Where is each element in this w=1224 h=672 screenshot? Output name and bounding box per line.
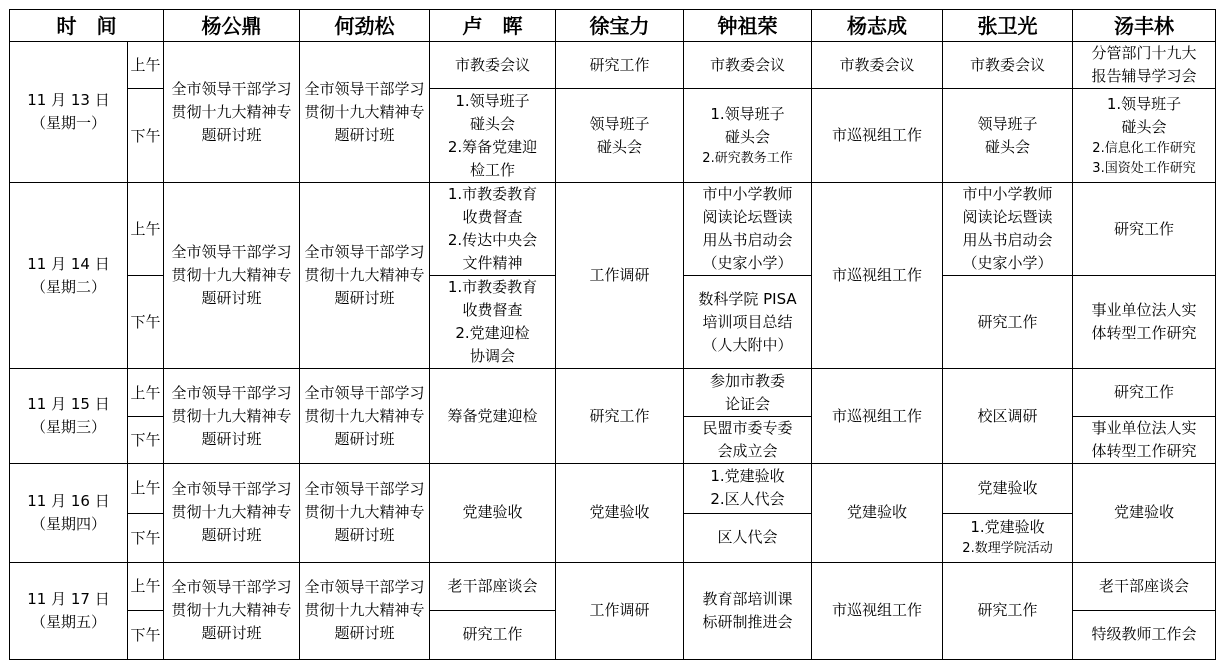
header-lu-hui: 卢 晖 — [430, 10, 556, 42]
day4-date: 11 月 16 日 — [27, 491, 110, 510]
line: 2.研究教务工作 — [702, 150, 793, 166]
cell-tang-fl-d2am: 研究工作 — [1073, 183, 1216, 276]
cell-xu-bl-d4: 党建验收 — [556, 463, 684, 562]
day4-am-label: 上午 — [128, 463, 164, 513]
line: 参加市教委 — [709, 371, 785, 390]
line: 标研制推进会 — [702, 612, 793, 631]
header-zhang-weiguang: 张卫光 — [943, 10, 1073, 42]
line: 领导班子 — [977, 114, 1038, 133]
cell-yang-gd-d4: 全市领导干部学习贯彻十九大精神专题研讨班 — [164, 463, 300, 562]
cell-zhang-wg-d2am — [943, 183, 1073, 276]
line: （史家小学） — [702, 254, 793, 273]
day4-am-row — [10, 463, 1216, 513]
day1-am-row — [10, 42, 1216, 89]
cell-lu-h-d2pm — [430, 276, 556, 369]
header-tang-fenglin: 汤丰林 — [1073, 10, 1216, 42]
day4-pm-label: 下午 — [128, 513, 164, 562]
line: 体转型工作研究 — [1091, 324, 1197, 343]
line: 碰头会 — [1121, 117, 1167, 136]
cell-zhong-zr-d1am: 市教委会议 — [684, 42, 812, 89]
line: 数科学院 PISA — [698, 289, 797, 308]
day1-date-cell — [10, 42, 128, 183]
cell-zhong-zr-d2pm — [684, 276, 812, 369]
day3-am-label: 上午 — [128, 369, 164, 416]
line: 碰头会 — [469, 114, 515, 133]
line: 2.筹备党建迎 — [447, 137, 538, 156]
cell-yang-zc-d4: 党建验收 — [812, 463, 943, 562]
cell-lu-h-d1pm — [430, 89, 556, 183]
cell-zhong-zr-d5 — [684, 562, 812, 659]
day2-am-row — [10, 183, 1216, 276]
line: 事业单位法人实 — [1091, 301, 1197, 320]
cell-zhang-wg-d4pm — [943, 513, 1073, 562]
day1-date: 11 月 13 日 — [27, 91, 110, 110]
schedule-table — [9, 9, 1216, 660]
cell-zhong-zr-d3pm — [684, 416, 812, 463]
cell-tang-fl-d3pm — [1073, 416, 1216, 463]
cell-tang-fl-d1pm — [1073, 89, 1216, 183]
cell-zhong-zr-d3am — [684, 369, 812, 416]
cell-xu-bl-d2: 工作调研 — [556, 183, 684, 369]
day3-date: 11 月 15 日 — [27, 395, 110, 414]
line: 体转型工作研究 — [1091, 441, 1197, 460]
cell-lu-h-d3: 筹备党建迎检 — [430, 369, 556, 463]
cell-he-js-d1: 全市领导干部学习贯彻十九大精神专题研讨班 — [300, 42, 430, 183]
line: 阅读论坛暨读 — [702, 208, 793, 227]
cell-tang-fl-d1am — [1073, 42, 1216, 89]
line: 碰头会 — [596, 137, 642, 156]
line: 2.信息化工作研究 — [1092, 140, 1196, 156]
line: 论证会 — [724, 394, 770, 413]
cell-he-js-d2: 全市领导干部学习贯彻十九大精神专题研讨班 — [300, 183, 430, 369]
cell-zhong-zr-d1pm — [684, 89, 812, 183]
cell-yang-zc-d1pm: 市巡视组工作 — [812, 89, 943, 183]
day2-date: 11 月 14 日 — [27, 254, 110, 273]
day1-pm-label: 下午 — [128, 89, 164, 183]
day5-pm-label: 下午 — [128, 610, 164, 659]
cell-xu-bl-d1am: 研究工作 — [556, 42, 684, 89]
line: 收费督查 — [462, 208, 523, 227]
line: 事业单位法人实 — [1091, 418, 1197, 437]
day5-date-cell — [10, 562, 128, 659]
line: 1.市教委教育 — [447, 185, 538, 204]
cell-yang-zc-d2: 市巡视组工作 — [812, 183, 943, 369]
line: 3.国资处工作研究 — [1092, 160, 1196, 176]
cell-lu-h-d2am — [430, 183, 556, 276]
cell-he-js-d5: 全市领导干部学习贯彻十九大精神专题研讨班 — [300, 562, 430, 659]
line: 碰头会 — [984, 137, 1030, 156]
day3-week: （星期三） — [30, 418, 106, 437]
line: 市中小学教师 — [962, 185, 1053, 204]
line: 1.领导班子 — [710, 104, 785, 123]
line: （史家小学） — [962, 254, 1053, 273]
day2-pm-label: 下午 — [128, 276, 164, 369]
line: 收费督查 — [462, 301, 523, 320]
cell-zhang-wg-d5: 研究工作 — [943, 562, 1073, 659]
cell-tang-fl-d2pm — [1073, 276, 1216, 369]
cell-xu-bl-d1pm — [556, 89, 684, 183]
line: 会成立会 — [717, 441, 778, 460]
day1-week: （星期一） — [30, 114, 106, 133]
day1-am-label: 上午 — [128, 42, 164, 89]
header-time: 时 间 — [10, 10, 164, 42]
day2-date-cell — [10, 183, 128, 369]
cell-zhang-wg-d3: 校区调研 — [943, 369, 1073, 463]
line: 2.数理学院活动 — [962, 541, 1053, 557]
cell-he-js-d4: 全市领导干部学习贯彻十九大精神专题研讨班 — [300, 463, 430, 562]
line: 碰头会 — [724, 127, 770, 146]
line: 1.领导班子 — [455, 91, 530, 110]
header-yang-zhicheng: 杨志成 — [812, 10, 943, 42]
cell-yang-gd-d1: 全市领导干部学习贯彻十九大精神专题研讨班 — [164, 42, 300, 183]
day3-am-row — [10, 369, 1216, 416]
cell-lu-h-d5am: 老干部座谈会 — [430, 562, 556, 610]
day2-week: （星期二） — [30, 277, 106, 296]
day2-am-label: 上午 — [128, 183, 164, 276]
line: 1.党建验收 — [710, 467, 785, 486]
line: 2.区人代会 — [710, 490, 785, 509]
day5-week: （星期五） — [30, 612, 106, 631]
line: （人大附中） — [702, 335, 793, 354]
line: 协调会 — [469, 347, 515, 366]
cell-tang-fl-d4: 党建验收 — [1073, 463, 1216, 562]
header-row — [10, 10, 1216, 42]
day3-date-cell — [10, 369, 128, 463]
header-xu-baoli: 徐宝力 — [556, 10, 684, 42]
line: 市中小学教师 — [702, 185, 793, 204]
cell-xu-bl-d3: 研究工作 — [556, 369, 684, 463]
cell-yang-zc-d3: 市巡视组工作 — [812, 369, 943, 463]
header-yang-gongding: 杨公鼎 — [164, 10, 300, 42]
cell-zhang-wg-d1pm — [943, 89, 1073, 183]
cell-zhang-wg-d2pm: 研究工作 — [943, 276, 1073, 369]
line: 1.市教委教育 — [447, 278, 538, 297]
day5-date: 11 月 17 日 — [27, 589, 110, 608]
day4-week: （星期四） — [30, 514, 106, 533]
line: 分管部门十九大 — [1091, 44, 1197, 63]
day4-date-cell — [10, 463, 128, 562]
cell-zhong-zr-d4pm: 区人代会 — [684, 513, 812, 562]
cell-yang-gd-d3: 全市领导干部学习贯彻十九大精神专题研讨班 — [164, 369, 300, 463]
line: 检工作 — [469, 160, 515, 179]
cell-zhong-zr-d4am — [684, 463, 812, 513]
line: 培训项目总结 — [702, 312, 793, 331]
day5-am-label: 上午 — [128, 562, 164, 610]
line: 2.党建迎检 — [455, 324, 530, 343]
cell-he-js-d3: 全市领导干部学习贯彻十九大精神专题研讨班 — [300, 369, 430, 463]
cell-xu-bl-d5: 工作调研 — [556, 562, 684, 659]
cell-tang-fl-d5pm: 特级教师工作会 — [1073, 610, 1216, 659]
line: 1.党建验收 — [970, 518, 1045, 537]
line: 报告辅导学习会 — [1091, 67, 1197, 86]
cell-zhang-wg-d4am: 党建验收 — [943, 463, 1073, 513]
cell-yang-gd-d5: 全市领导干部学习贯彻十九大精神专题研讨班 — [164, 562, 300, 659]
line: 领导班子 — [589, 114, 650, 133]
cell-lu-h-d1am: 市教委会议 — [430, 42, 556, 89]
header-zhong-zurong: 钟祖荣 — [684, 10, 812, 42]
day5-am-row — [10, 562, 1216, 610]
cell-yang-gd-d2: 全市领导干部学习贯彻十九大精神专题研讨班 — [164, 183, 300, 369]
day3-pm-label: 下午 — [128, 416, 164, 463]
cell-zhong-zr-d2am — [684, 183, 812, 276]
cell-yang-zc-d1am: 市教委会议 — [812, 42, 943, 89]
line: 2.传达中央会 — [447, 231, 538, 250]
line: 阅读论坛暨读 — [962, 208, 1053, 227]
line: 1.领导班子 — [1106, 94, 1182, 113]
line: 文件精神 — [462, 254, 523, 273]
cell-yang-zc-d5: 市巡视组工作 — [812, 562, 943, 659]
line: 用丛书启动会 — [702, 231, 793, 250]
header-he-jinsong: 何劲松 — [300, 10, 430, 42]
line: 民盟市委专委 — [702, 418, 793, 437]
cell-zhang-wg-d1am: 市教委会议 — [943, 42, 1073, 89]
line: 教育部培训课 — [702, 589, 793, 608]
line: 用丛书启动会 — [962, 231, 1053, 250]
cell-lu-h-d4: 党建验收 — [430, 463, 556, 562]
cell-tang-fl-d3am: 研究工作 — [1073, 369, 1216, 416]
cell-tang-fl-d5am: 老干部座谈会 — [1073, 562, 1216, 610]
cell-lu-h-d5pm: 研究工作 — [430, 610, 556, 659]
